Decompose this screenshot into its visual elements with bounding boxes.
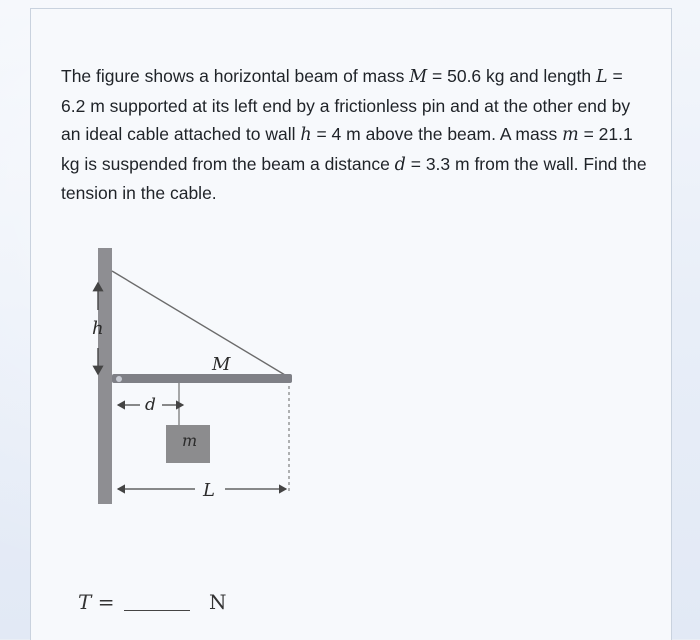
- answer-line: [78, 590, 196, 614]
- answer-variable: T: [78, 590, 92, 614]
- symbol-m: m: [562, 125, 579, 145]
- pin-joint: [116, 376, 122, 382]
- symbol-d: d: [394, 154, 406, 175]
- answer-unit: N: [209, 590, 227, 614]
- answer-equals: =: [97, 590, 115, 614]
- label-h: h: [92, 318, 104, 339]
- label-L: L: [203, 480, 215, 501]
- question-part-4: = 4 m above the beam. A mass: [311, 124, 563, 144]
- question-part-3: = 6.2 m supported at its left end by a frictionless pin and at the other end by an ideal cable attached to wall: [61, 66, 631, 144]
- symbol-M: M: [409, 67, 428, 87]
- wall: [98, 248, 112, 504]
- cable: [112, 271, 290, 378]
- label-m: m: [182, 431, 198, 450]
- label-d: d: [145, 395, 156, 415]
- symbol-L: L: [595, 67, 608, 87]
- beam: [112, 374, 292, 383]
- label-M: M: [212, 354, 231, 375]
- answer-input-blank[interactable]: [124, 610, 190, 611]
- symbol-h: h: [300, 125, 312, 145]
- question-part-1: The figure shows a horizontal beam of mass: [61, 66, 410, 86]
- question-part-2: = 50.6 kg and length: [427, 66, 596, 86]
- question-part-6: = 3.3 m from the wall. Find the tension in the cable.: [61, 153, 647, 203]
- question-part-5: = 21.1 kg is suspended from the beam a distance: [61, 124, 633, 174]
